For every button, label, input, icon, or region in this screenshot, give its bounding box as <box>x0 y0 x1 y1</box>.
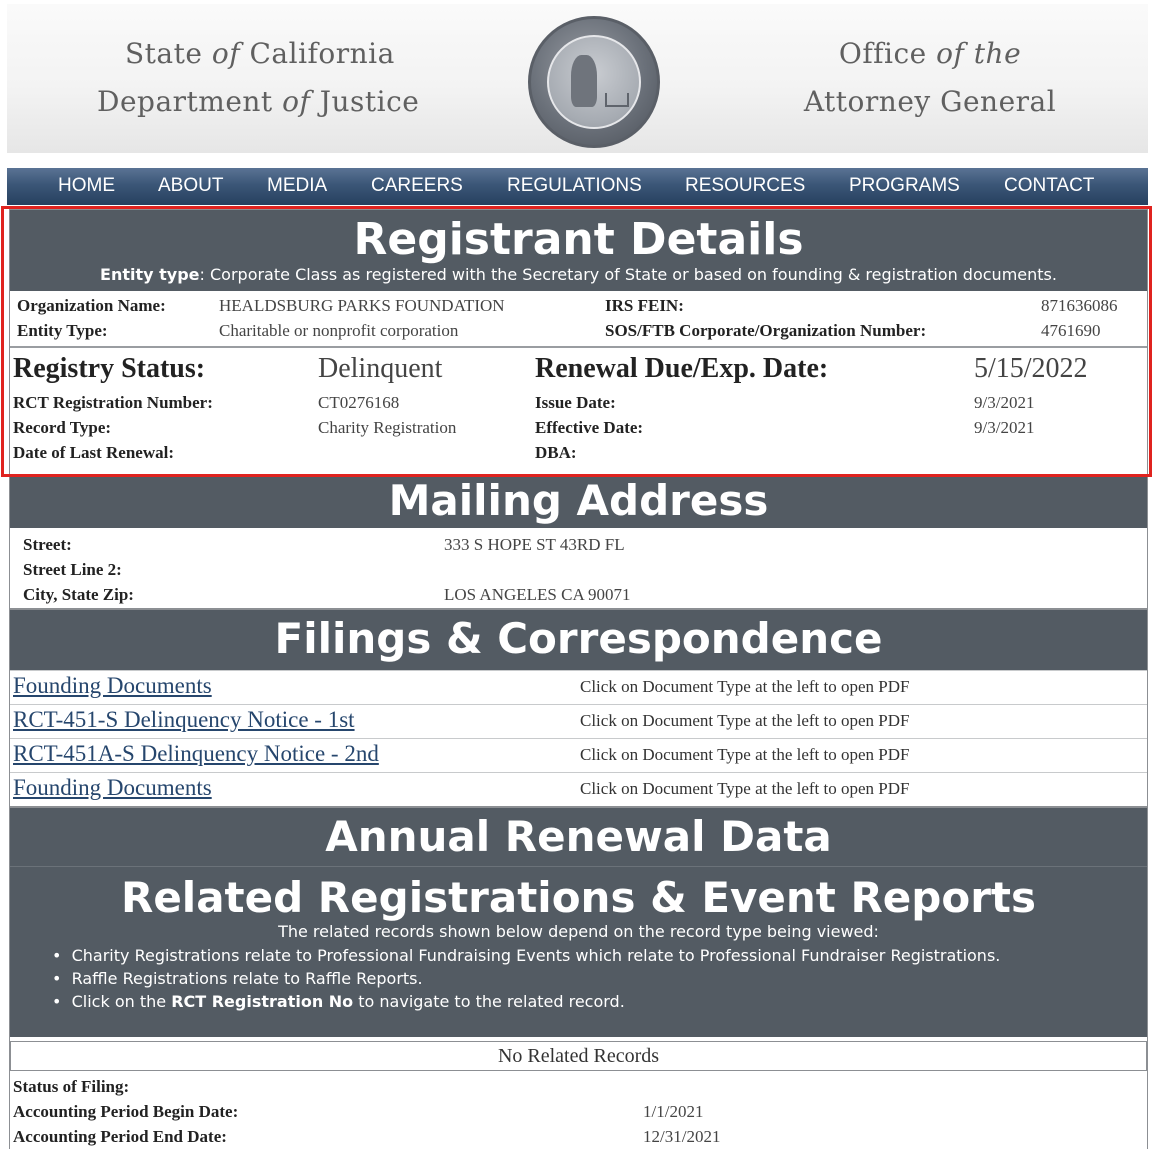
banner-text: State <box>125 37 212 70</box>
filing-document-link[interactable]: RCT-451A-S Delinquency Notice - 2nd <box>13 741 379 766</box>
record-type-label: Record Type: <box>13 418 112 437</box>
entity-type-note-label: Entity type <box>100 265 200 284</box>
california-doj-seal-icon[interactable] <box>528 16 660 148</box>
section-title: Registrant Details <box>353 214 804 265</box>
entity-type-note-text: : Corporate Class as registered with the Secretary of State or based on founding & registration documents. <box>199 265 1057 284</box>
registry-status-label: Registry Status: <box>13 353 206 384</box>
dba-label: DBA: <box>535 443 577 462</box>
section-title: Mailing Address <box>10 476 1147 528</box>
renewal-due-value: 5/15/2022 <box>974 353 1088 384</box>
scale-icon <box>605 93 629 107</box>
entity-type-label: Entity Type: <box>17 321 108 340</box>
sos-number-label: SOS/FTB Corporate/Organization Number: <box>605 321 927 340</box>
banner-text: of <box>282 85 311 118</box>
nav-about[interactable]: ABOUT <box>158 175 224 196</box>
banner-text: Office <box>838 37 937 70</box>
related-bullet-text: Click on the <box>71 992 172 1011</box>
filing-note: Click on Document Type at the left to open PDF <box>580 745 910 764</box>
record-type-value: Charity Registration <box>318 418 457 437</box>
filing-document-link[interactable]: Founding Documents <box>13 673 212 698</box>
period-end-value: 12/31/2021 <box>643 1127 721 1146</box>
section-title: Filings & Correspondence <box>10 610 1147 670</box>
period-begin-label: Accounting Period Begin Date: <box>13 1102 239 1121</box>
justice-figure-icon <box>571 55 597 107</box>
filing-note: Click on Document Type at the left to open PDF <box>580 779 910 798</box>
filing-row <box>10 670 1147 704</box>
effective-date-value: 9/3/2021 <box>974 418 1035 437</box>
nav-resources[interactable]: RESOURCES <box>685 175 806 196</box>
related-bullet-text: Charity Registrations relate to Professional Fundraising Events which relate to Professional Fundraiser Registrations. <box>71 946 1001 965</box>
related-bullet-text: to navigate to the related record. <box>353 992 625 1011</box>
registrant-details-section <box>9 209 1148 475</box>
filing-row <box>10 738 1147 772</box>
banner-text: Justice <box>310 85 420 118</box>
seal-center <box>547 35 641 129</box>
filing-document-link[interactable]: RCT-451-S Delinquency Notice - 1st <box>13 707 355 732</box>
org-name-value: HEALDSBURG PARKS FOUNDATION <box>219 296 505 315</box>
main-nav <box>7 168 1148 205</box>
street-value: 333 S HOPE ST 43RD FL <box>444 535 625 554</box>
filing-document-link[interactable]: Founding Documents <box>13 775 212 800</box>
city-state-zip-label: City, State Zip: <box>23 585 134 604</box>
mailing-address-info <box>10 528 1147 608</box>
street-label: Street: <box>23 535 72 554</box>
mailing-address-section <box>9 475 1148 609</box>
annual-renewal-section <box>9 807 1148 1149</box>
nav-media[interactable]: MEDIA <box>267 175 328 196</box>
organization-info <box>10 291 1147 348</box>
related-bullet: • Click on the RCT Registration No to navigate to the related record. <box>52 992 625 1011</box>
nav-regulations[interactable]: REGULATIONS <box>507 175 642 196</box>
related-bullet: • Charity Registrations relate to Professional Fundraising Events which relate to Professional Fundraiser Registrations. <box>52 946 1001 965</box>
city-state-zip-value: LOS ANGELES CA 90071 <box>444 585 631 604</box>
nav-careers[interactable]: CAREERS <box>371 175 463 196</box>
issue-date-label: Issue Date: <box>535 393 616 412</box>
registry-status-info <box>10 348 1147 474</box>
accounting-period-info <box>10 1071 1147 1149</box>
filings-section <box>9 609 1148 807</box>
period-end-label: Accounting Period End Date: <box>13 1127 227 1146</box>
sos-number-value: 4761690 <box>1041 321 1101 340</box>
related-bullet: • Raffle Registrations relate to Raffle Reports. <box>52 969 423 988</box>
registrant-header <box>10 210 1147 291</box>
entity-type-value: Charitable or nonprofit corporation <box>219 321 459 340</box>
nav-contact[interactable]: CONTACT <box>1004 175 1095 196</box>
banner-text: Attorney General <box>803 85 1057 118</box>
section-title: Annual Renewal Data <box>10 808 1147 867</box>
rct-number-value: CT0276168 <box>318 393 400 412</box>
related-bullet-bold: RCT Registration No <box>171 992 354 1011</box>
banner-text: of <box>211 37 241 70</box>
irs-fein-value: 871636086 <box>1041 296 1118 315</box>
banner-text: of the <box>936 37 1022 70</box>
nav-programs[interactable]: PROGRAMS <box>849 175 960 196</box>
related-registrations-header <box>10 867 1147 1037</box>
registry-status-value: Delinquent <box>318 353 443 384</box>
period-begin-value: 1/1/2021 <box>643 1102 704 1121</box>
related-bullet-text: Raffle Registrations relate to Raffle Reports. <box>71 969 423 988</box>
nav-home[interactable]: HOME <box>58 175 115 196</box>
last-renewal-label: Date of Last Renewal: <box>13 443 174 462</box>
filing-row <box>10 772 1147 806</box>
banner-right-title <box>790 30 1070 126</box>
entity-type-note <box>10 265 1147 285</box>
filing-note: Click on Document Type at the left to open PDF <box>580 711 910 730</box>
filing-row <box>10 704 1147 738</box>
org-name-label: Organization Name: <box>17 296 166 315</box>
irs-fein-label: IRS FEIN: <box>605 296 684 315</box>
section-title: Related Registrations & Event Reports <box>120 873 1037 922</box>
street-line2-label: Street Line 2: <box>23 560 122 579</box>
no-related-records: No Related Records <box>10 1041 1147 1071</box>
banner-text: California <box>240 37 395 70</box>
effective-date-label: Effective Date: <box>535 418 644 437</box>
rct-number-label: RCT Registration Number: <box>13 393 213 412</box>
renewal-due-label: Renewal Due/Exp. Date: <box>535 353 829 384</box>
banner-text: Department <box>97 85 283 118</box>
status-of-filing-label: Status of Filing: <box>13 1077 130 1096</box>
issue-date-value: 9/3/2021 <box>974 393 1035 412</box>
banner-left-title <box>97 30 437 126</box>
filing-note: Click on Document Type at the left to open PDF <box>580 677 910 696</box>
related-intro: The related records shown below depend on the record type being viewed: <box>278 922 879 941</box>
